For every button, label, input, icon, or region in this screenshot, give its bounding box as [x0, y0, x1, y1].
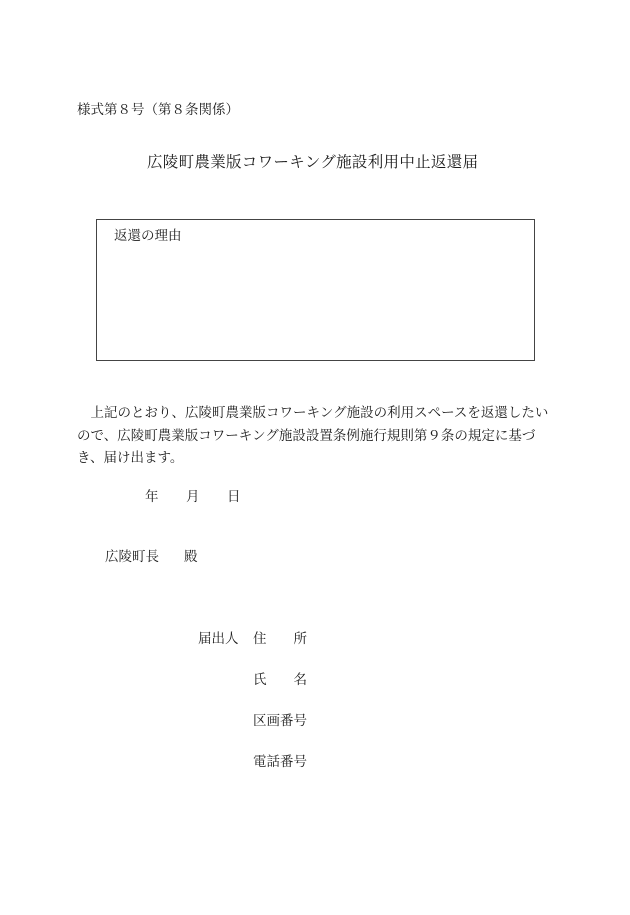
form-number: 様式第８号（第８条関係）	[77, 102, 239, 118]
addressee-honorific: 殿	[184, 549, 198, 565]
reason-label: 返還の理由	[114, 228, 182, 244]
applicant-label: 届出人	[198, 631, 239, 647]
body-text: 上記のとおり、広陵町農業版コワーキング施設の利用スペースを返還したいので、広陵町農業版コワーキング施設設置条例施行規則第９条の規定に基づき、届け出ます。	[77, 405, 549, 466]
name-field-label: 氏 名	[253, 672, 307, 688]
body-paragraph	[77, 402, 557, 470]
address-field-label: 住 所	[253, 631, 307, 647]
date-year-label: 年	[145, 489, 159, 505]
plot-number-field-label: 区画番号	[253, 713, 307, 729]
reason-box[interactable]	[96, 219, 535, 361]
addressee-name: 広陵町長	[105, 549, 159, 565]
date-month-label: 月	[186, 489, 200, 505]
phone-number-field-label: 電話番号	[253, 754, 307, 770]
document-title: 広陵町農業版コワーキング施設利用中止返還届	[147, 153, 479, 171]
date-day-label: 日	[227, 489, 241, 505]
